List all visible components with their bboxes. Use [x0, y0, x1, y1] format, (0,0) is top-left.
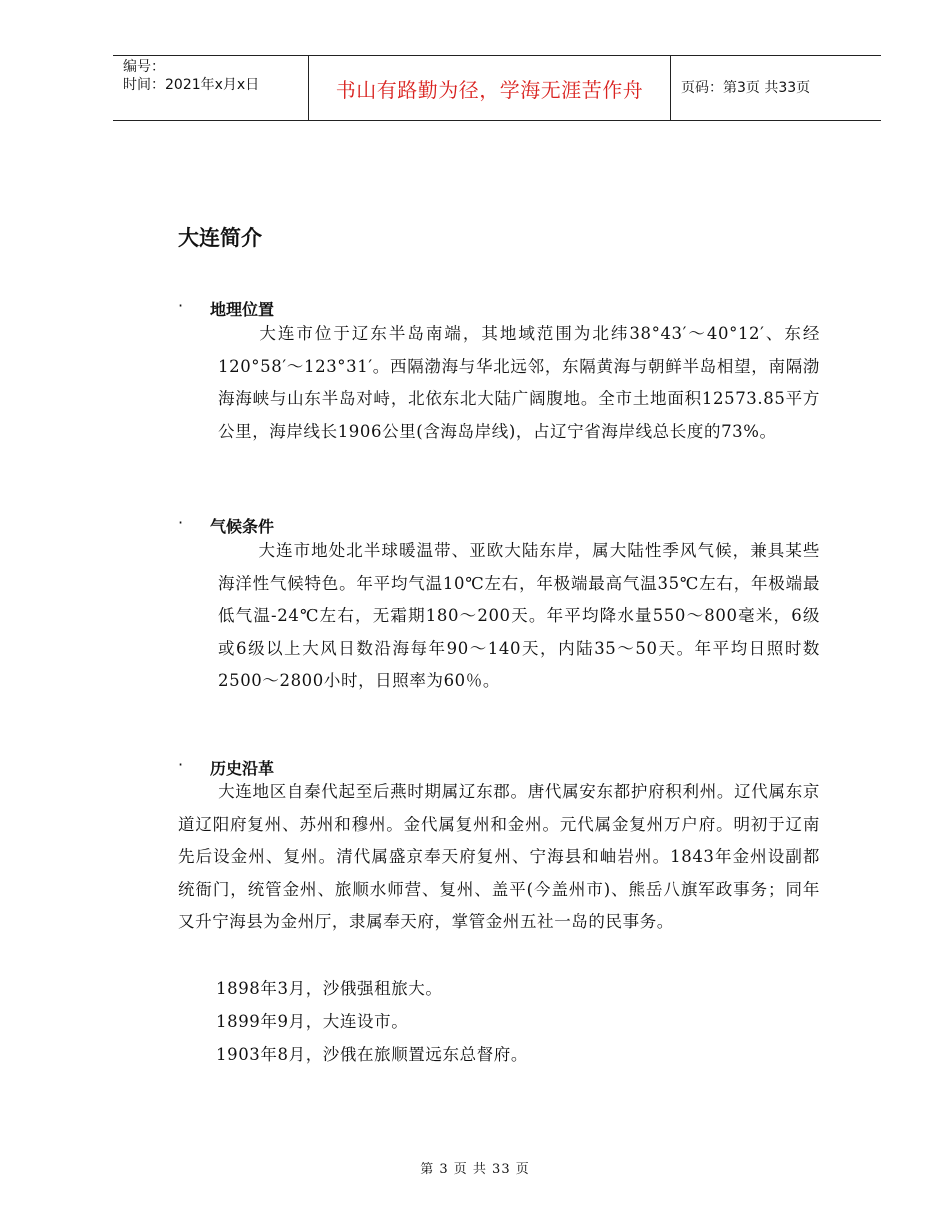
section-heading-climate: 气候条件: [210, 517, 275, 536]
time-label: 时间：2021年x月x日: [123, 77, 260, 93]
section-body-climate: [218, 535, 820, 698]
section-body-geography: [218, 318, 820, 448]
header-meta-cell: [113, 56, 308, 120]
bullet-marker: ·: [178, 296, 184, 315]
page-header: [113, 55, 881, 121]
history-text: 大连地区自秦代起至后燕时期属辽东郡。唐代属安东都护府积利州。辽代属东京道辽阳府复州、苏州和穆州。金代属复州和金州。元代属金复州万户府。明初于辽南先后设金州、复州。清代属盛京奉天府复州、宁海县和岫岩州。1843年金州设副都统衙门，统管金州、旅顺水师营、复州、盖平(今盖州市)、熊岳八旗军政事务；同年又升宁海县为金州厅，隶属奉天府，掌管金州五社一岛的民事务。: [178, 782, 820, 931]
climate-text: 大连市地处北半球暖温带、亚欧大陆东岸，属大陆性季风气候，兼具某些海洋性气候特色。年平均气温10℃左右，年极端最高气温35℃左右，年极端最低气温-24℃左右，无霜期180～200天。年平均降水量550～800毫米，6级或6级以上大风日数沿海每年90～140天，内陆35～50天。年平均日照时数2500～2800小时，日照率为60％。: [218, 541, 820, 690]
history-event-item: 1903年8月，沙俄在旅顺置远东总督府。: [216, 1045, 528, 1064]
page-footer: 第 3 页 共 33 页: [420, 1162, 530, 1177]
serial-number-label: 编号：: [123, 59, 165, 75]
section-heading-history: 历史沿革: [210, 759, 275, 778]
section-heading-geography: 地理位置: [210, 300, 275, 319]
bullet-marker: ·: [178, 513, 184, 532]
history-event-item: 1898年3月，沙俄强租旅大。: [216, 979, 443, 998]
header-page-cell: [671, 56, 881, 120]
document-title: 大连简介: [178, 226, 262, 250]
section-body-history: [178, 776, 820, 939]
history-event-item: 1899年9月，大连设市。: [216, 1012, 409, 1031]
bullet-marker: ·: [178, 755, 184, 774]
geography-text: 大连市位于辽东半岛南端，其地域范围为北纬38°43′～40°12′、东经120°58′～123°31′。西隔渤海与华北远邻，东隔黄海与朝鲜半岛相望，南隔渤海海峡与山东半岛对峙，北依东北大陆广阔腹地。全市土地面积12573.85平方公里，海岸线长1906公里(含海岛岸线)，占辽宁省海岸线总长度的73%。: [218, 324, 820, 441]
header-motto-cell: [308, 56, 671, 120]
motto-text: 书山有路勤为径，学海无涯苦作舟: [335, 77, 644, 102]
page-number-label: 页码：第3页 共33页: [681, 80, 811, 96]
